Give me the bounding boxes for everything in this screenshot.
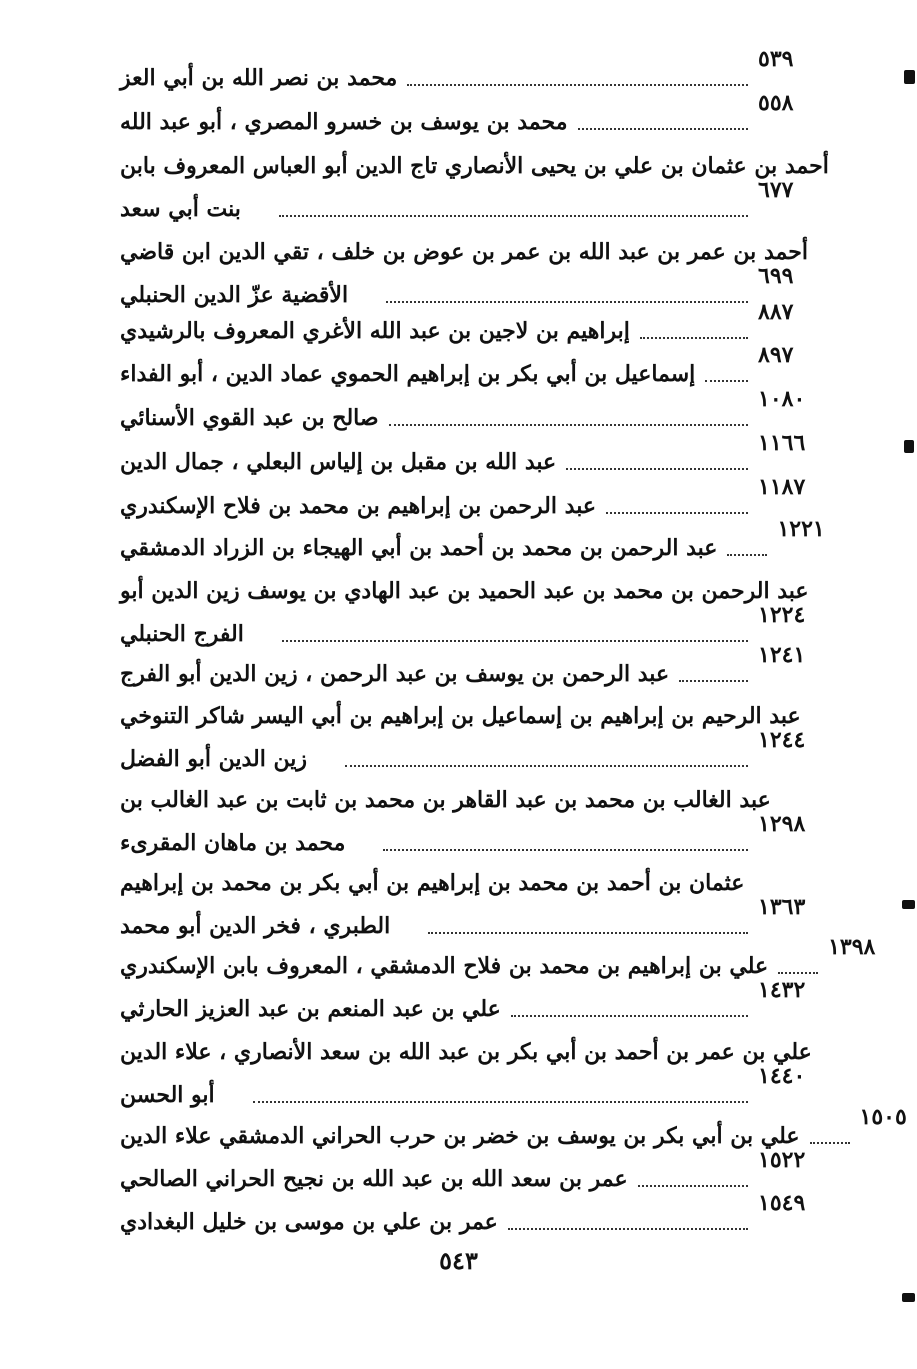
index-entry (120, 977, 820, 1026)
entry-line (120, 690, 820, 733)
entry-name: علي بن أبي بكر بن يوسف بن خضر بن حرب الحراني الدمشقي علاء الدين (120, 1123, 800, 1149)
entry-name: الفرج الحنبلي (120, 621, 244, 647)
entry-name: علي بن إبراهيم بن محمد بن فلاح الدمشقي ، المعروف بابن الإسكندري (120, 953, 769, 979)
entry-line (120, 46, 820, 95)
index-entry (120, 516, 825, 565)
entry-name: أبو الحسن (120, 1082, 215, 1108)
entry-line (120, 565, 820, 608)
entry-name: عبد الغالب بن محمد بن عبد القاهر بن محمد بن ثابت بن عبد الغالب بن (120, 787, 771, 813)
page-number: ٥٤٣ (439, 1246, 478, 1275)
index-entry (120, 140, 829, 226)
entry-page-number: ١٢٤١ (758, 642, 806, 668)
leader-dots (407, 84, 748, 86)
entry-line (120, 386, 820, 435)
scan-mark (904, 70, 915, 84)
entry-name: عبد الرحمن بن محمد بن عبد الحميد بن عبد الهادي بن يوسف زين الدين أبو (120, 578, 809, 604)
index-entry (120, 299, 820, 348)
entry-line (120, 90, 820, 139)
index-entry (120, 1190, 820, 1239)
index-entry (120, 1147, 820, 1196)
index-entry (120, 934, 876, 983)
entry-line (120, 299, 820, 348)
entry-line (120, 1026, 820, 1069)
entry-line (120, 857, 820, 900)
entry-page-number: ٦٧٧ (758, 177, 794, 203)
scan-mark (904, 440, 914, 453)
entry-name: علي بن عبد المنعم بن عبد العزيز الحارثي (120, 996, 501, 1022)
entry-name: عبد الله بن مقبل بن إلياس البعلي ، جمال الدين (120, 449, 557, 475)
entry-name: عبد الرحيم بن إبراهيم بن إسماعيل بن إبراهيم بن أبي اليسر شاكر التنوخي (120, 703, 801, 729)
entry-page-number: ١٠٨٠ (758, 386, 806, 412)
entry-page-number: ١٥٢٢ (758, 1147, 806, 1173)
entry-line (120, 977, 820, 1026)
entry-name: الأقضية عزّ الدين الحنبلي (120, 282, 349, 308)
entry-name: محمد بن يوسف بن خسرو المصري ، أبو عبد الله (120, 109, 568, 135)
index-entry (120, 774, 820, 860)
leader-dots (727, 554, 767, 556)
entry-name: إسماعيل بن أبي بكر بن إبراهيم الحموي عماد الدين ، أبو الفداء (120, 361, 696, 387)
entry-name: عبد الرحمن بن إبراهيم بن محمد بن فلاح الإسكندري (120, 493, 596, 519)
entry-line (120, 140, 829, 183)
entry-page-number: ١٥٠٥ (859, 1104, 907, 1130)
entry-line (120, 1190, 820, 1239)
leader-dots (679, 680, 748, 682)
leader-dots (389, 424, 748, 426)
index-entry (120, 90, 820, 139)
entry-page-number: ١٣٦٣ (758, 894, 806, 920)
scan-mark (902, 1293, 915, 1302)
index-entry (120, 642, 820, 691)
index-entry (120, 226, 820, 312)
entry-name: أحمد بن عثمان بن علي بن يحيى الأنصاري تاج الدين أبو العباس المعروف بابن (120, 153, 829, 179)
entry-page-number: ١٢٩٨ (758, 811, 806, 837)
entry-name: محمد بن نصر الله بن أبي العز (120, 65, 398, 91)
index-entry (120, 565, 820, 651)
entry-line (120, 894, 820, 943)
index-entry (120, 1104, 907, 1153)
entry-line (120, 811, 820, 860)
entry-line (120, 934, 876, 983)
entry-line (120, 342, 820, 391)
entry-name: عثمان بن أحمد بن محمد بن إبراهيم بن أبي بكر بن محمد بن إبراهيم (120, 870, 745, 896)
leader-dots (640, 337, 748, 339)
entry-line (120, 1147, 820, 1196)
leader-dots (638, 1185, 748, 1187)
leader-dots (386, 301, 748, 303)
entry-name: الطبري ، فخر الدين أبو محمد (120, 913, 391, 939)
leader-dots (383, 849, 748, 851)
scan-mark (902, 900, 915, 909)
index-entry (120, 46, 820, 95)
entry-line (120, 474, 820, 523)
entry-line (120, 1063, 820, 1112)
entry-name: علي بن عمر بن أحمد بن أبي بكر بن عبد الله بن سعد الأنصاري ، علاء الدين (120, 1039, 812, 1065)
index-entry (120, 857, 820, 943)
entry-page-number: ١٥٤٩ (758, 1190, 806, 1216)
index-entry (120, 342, 820, 391)
index-entry (120, 474, 820, 523)
leader-dots (282, 640, 748, 642)
leader-dots (428, 932, 748, 934)
entry-line (120, 430, 820, 479)
entry-name: صالح بن عبد القوي الأسنائي (120, 405, 379, 431)
leader-dots (345, 765, 748, 767)
entry-page-number: ١١٦٦ (758, 430, 806, 456)
entry-line (120, 226, 820, 269)
entry-page-number: ٥٥٨ (758, 90, 794, 116)
entry-page-number: ١٢٤٤ (758, 727, 806, 753)
entry-line (120, 516, 825, 565)
entry-name: أحمد بن عمر بن عبد الله بن عمر بن عوض بن خلف ، تقي الدين ابن قاضي (120, 239, 808, 265)
leader-dots (566, 468, 748, 470)
leader-dots (253, 1101, 748, 1103)
entry-page-number: ١٢٢٤ (758, 602, 806, 628)
entry-name: عمر بن سعد الله بن عبد الله بن نجيح الحراني الصالحي (120, 1166, 628, 1192)
entry-name: عبد الرحمن بن يوسف بن عبد الرحمن ، زين الدين أبو الفرج (120, 661, 670, 687)
index-entry (120, 386, 820, 435)
entry-name: عمر بن علي بن موسى بن خليل البغدادي (120, 1209, 498, 1235)
leader-dots (279, 215, 748, 217)
entry-page-number: ١١٨٧ (758, 474, 806, 500)
entry-line (120, 727, 820, 776)
leader-dots (705, 380, 748, 382)
entry-line (120, 1104, 907, 1153)
index-entry (120, 1026, 820, 1112)
entry-name: بنت أبي سعد (120, 196, 241, 222)
entry-page-number: ١٢٢١ (777, 516, 825, 542)
entry-name: زين الدين أبو الفضل (120, 746, 307, 772)
entry-name: إبراهيم بن لاجين بن عبد الله الأغري المعروف بالرشيدي (120, 318, 630, 344)
entry-page-number: ٦٩٩ (758, 263, 794, 289)
entry-line (120, 602, 820, 651)
entry-line (120, 774, 820, 817)
index-entry (120, 690, 820, 776)
entry-name: محمد بن ماهان المقرىء (120, 830, 346, 856)
leader-dots (606, 512, 748, 514)
entry-page-number: ١٣٩٨ (828, 934, 876, 960)
leader-dots (511, 1015, 748, 1017)
entry-line (120, 642, 820, 691)
index-entry (120, 430, 820, 479)
entry-line (120, 177, 820, 226)
leader-dots (508, 1228, 748, 1230)
entry-page-number: ٨٩٧ (758, 342, 794, 368)
entry-page-number: ١٤٣٢ (758, 977, 806, 1003)
entry-page-number: ٨٨٧ (758, 299, 794, 325)
entry-name: عبد الرحمن بن محمد بن أحمد بن أبي الهيجاء بن الزراد الدمشقي (120, 535, 718, 561)
entry-page-number: ١٤٤٠ (758, 1063, 806, 1089)
leader-dots (578, 128, 749, 130)
entry-page-number: ٥٣٩ (758, 46, 794, 72)
